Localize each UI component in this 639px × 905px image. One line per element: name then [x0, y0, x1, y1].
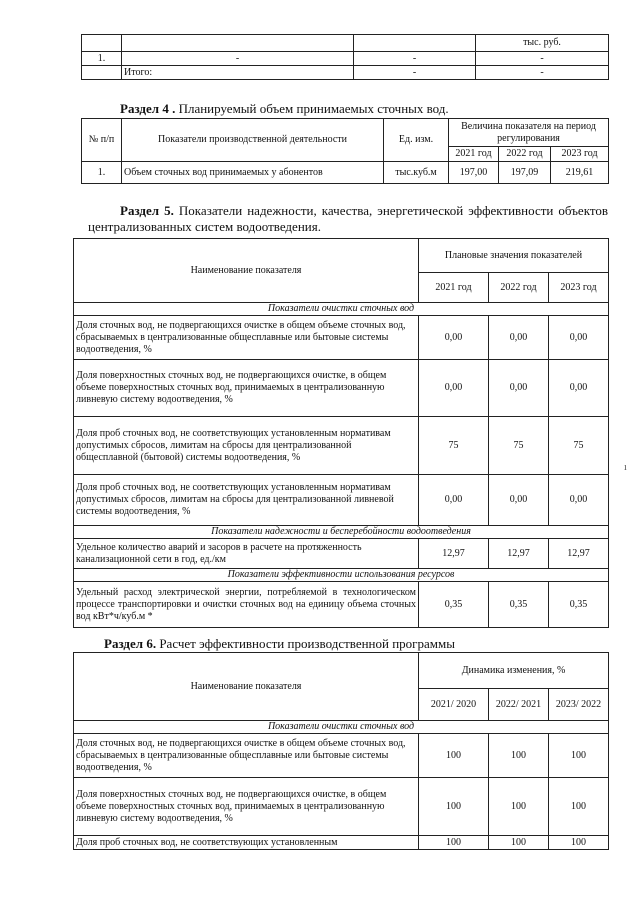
row-value: 0,00: [549, 475, 609, 526]
header-year: 2023 год: [551, 147, 609, 162]
total-label: Итого:: [122, 66, 354, 80]
table-section4: [81, 118, 609, 184]
unit-header: тыс. руб.: [476, 35, 609, 52]
row-value: 0,00: [549, 360, 609, 417]
row-value: 75: [549, 417, 609, 475]
cell-value: -: [354, 66, 476, 80]
row-name: Доля проб сточных вод, не соответствующих установленным: [74, 836, 419, 850]
group-header: Показатели надежности и бесперебойности водоотведения: [74, 526, 609, 539]
cell: [122, 35, 354, 52]
group-header: Показатели эффективности использования ресурсов: [74, 569, 609, 582]
section4-title-bold: Раздел 4 .: [120, 101, 176, 116]
row-value: 100: [419, 778, 489, 836]
group-header: Показатели очистки сточных вод: [74, 721, 609, 734]
cell-value: -: [354, 52, 476, 66]
section4-title: [120, 101, 449, 117]
header-name: Наименование показателя: [74, 239, 419, 303]
table-section6: [73, 652, 609, 850]
row-value: 0,35: [419, 582, 489, 628]
row-name: Удельный расход электрической энергии, потребляемой в технологическом процессе транспортировки и очистки сточных вод на единицу объема сточных вод кВт*ч/куб.м *: [74, 582, 419, 628]
section5-title-rest: Показатели надежности, качества, энергетической эффективности объектов централизованных систем водоотведения.: [88, 203, 608, 234]
cell-value: -: [476, 66, 609, 80]
row-number: 1.: [82, 162, 122, 184]
row-name: Удельное количество аварий и засоров в расчете на протяженность канализационной сети в год, ед./км: [74, 539, 419, 569]
row-value: 100: [419, 734, 489, 778]
row-name: Доля поверхностных сточных вод, не подвергающихся очистке, в общем объеме поверхностных сточных вод, принимаемых в централизованную ливневую систему водоотведения, %: [74, 360, 419, 417]
row-name: Доля поверхностных сточных вод, не подвергающихся очистке, в общем объеме поверхностных сточных вод, принимаемых в централизованную ливневую систему водоотведения, %: [74, 778, 419, 836]
row-value: 0,00: [419, 316, 489, 360]
row-value: 197,09: [499, 162, 551, 184]
cell-value: -: [122, 52, 354, 66]
group-header: Показатели очистки сточных вод: [74, 303, 609, 316]
row-value: 0,00: [419, 360, 489, 417]
row-value: 75: [489, 417, 549, 475]
row-value: 0,00: [489, 360, 549, 417]
cell: [82, 35, 122, 52]
header-year: 2021 год: [419, 273, 489, 303]
row-value: 100: [489, 734, 549, 778]
row-unit: тыс.куб.м: [384, 162, 449, 184]
row-value: 12,97: [549, 539, 609, 569]
row-name: Доля сточных вод, не подвергающихся очистке в общем объеме сточных вод, сбрасываемых в централизованные общесплавные или бытовые системы водоотведения, %: [74, 316, 419, 360]
row-value: 75: [419, 417, 489, 475]
row-value: 100: [489, 778, 549, 836]
section5-title: [88, 203, 608, 235]
section6-title-bold: Раздел 6.: [104, 636, 157, 651]
header-year: 2022 год: [489, 273, 549, 303]
margin-mark: ı: [624, 462, 627, 473]
row-value: 0,00: [549, 316, 609, 360]
header-year: 2021 год: [449, 147, 499, 162]
row-name: Доля проб сточных вод, не соответствующих установленным нормативам допустимых сбросов, лимитам на сбросы для централизованной ливневой системы водоотведения, %: [74, 475, 419, 526]
header-value-group: Величина показателя на период регулирования: [449, 119, 609, 147]
row-name: Доля проб сточных вод, не соответствующих установленным нормативам допустимых сбросов, лимитам на сбросы для централизованной общесплавной (бытовой) системы водоотведения, %: [74, 417, 419, 475]
row-value: 100: [549, 836, 609, 850]
row-name: Объем сточных вод принимаемых у абонентов: [122, 162, 384, 184]
section6-title-rest: Расчет эффективности производственной программы: [156, 636, 455, 651]
row-value: 0,35: [549, 582, 609, 628]
header-name: Наименование показателя: [74, 653, 419, 721]
header-plan: Плановые значения показателей: [419, 239, 609, 273]
row-value: 0,00: [419, 475, 489, 526]
row-value: 0,35: [489, 582, 549, 628]
header-period: 2023/ 2022: [549, 689, 609, 721]
section6-title: [104, 636, 455, 652]
cell: [82, 66, 122, 80]
cell-value: -: [476, 52, 609, 66]
header-period: 2022/ 2021: [489, 689, 549, 721]
row-value: 0,00: [489, 316, 549, 360]
header-num: № п/п: [82, 119, 122, 162]
row-name: Доля сточных вод, не подвергающихся очистке в общем объеме сточных вод, сбрасываемых в централизованные общесплавные или бытовые системы водоотведения, %: [74, 734, 419, 778]
header-unit: Ед. изм.: [384, 119, 449, 162]
row-value: 100: [549, 734, 609, 778]
section4-title-rest: Планируемый объем принимаемых сточных вод.: [175, 101, 449, 116]
row-number: 1.: [82, 52, 122, 66]
cell: [354, 35, 476, 52]
row-value: 100: [549, 778, 609, 836]
row-value: 219,61: [551, 162, 609, 184]
row-value: 12,97: [419, 539, 489, 569]
header-year: 2023 год: [549, 273, 609, 303]
row-value: 100: [419, 836, 489, 850]
header-indicator: Показатели производственной деятельности: [122, 119, 384, 162]
table-top-costs: [81, 34, 609, 80]
header-period: 2021/ 2020: [419, 689, 489, 721]
row-value: 100: [489, 836, 549, 850]
header-year: 2022 год: [499, 147, 551, 162]
section5-title-bold: Раздел 5.: [120, 203, 174, 218]
table-section5: [73, 238, 609, 628]
row-value: 0,00: [489, 475, 549, 526]
header-dyn: Динамика изменения, %: [419, 653, 609, 689]
row-value: 12,97: [489, 539, 549, 569]
row-value: 197,00: [449, 162, 499, 184]
